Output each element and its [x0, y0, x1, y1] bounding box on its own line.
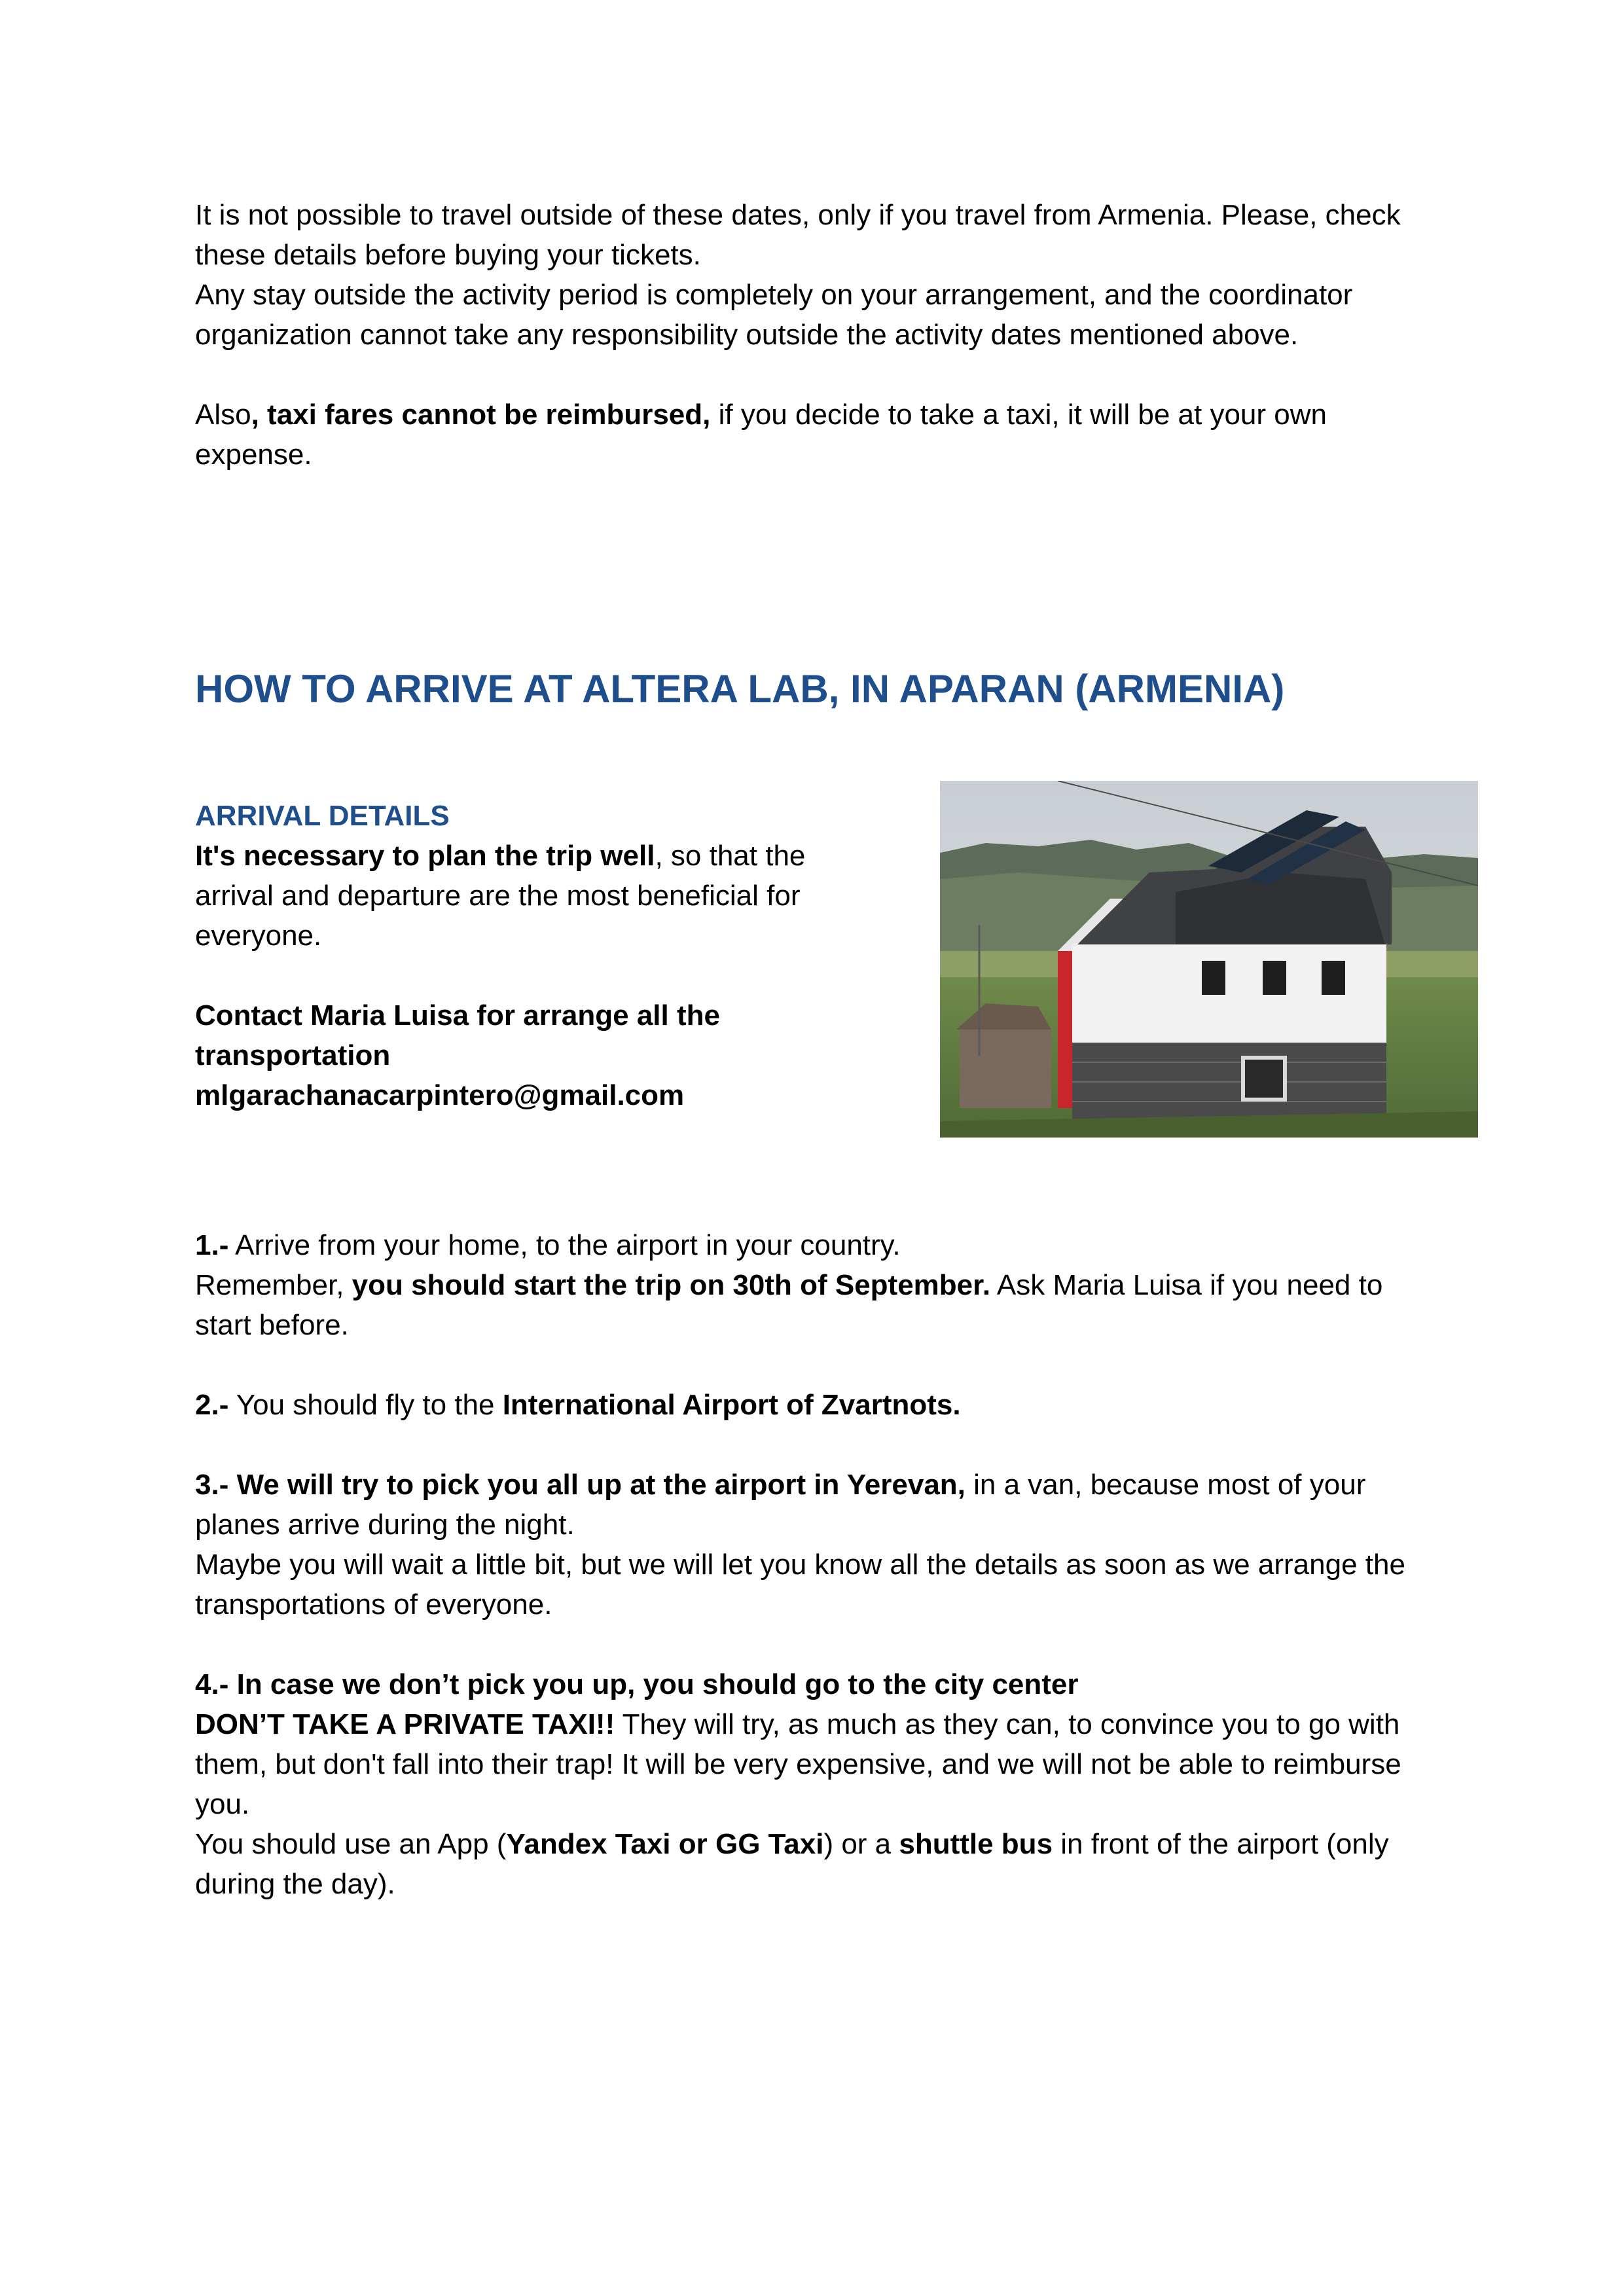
step-1-text: Arrive from your home, to the airport in your country. — [228, 1229, 901, 1261]
step-1-line-1 — [195, 1225, 1439, 1265]
private-taxi-warning: DON’T TAKE A PRIVATE TAXI!! — [195, 1708, 615, 1740]
step-4-app — [195, 1824, 1439, 1904]
step-4-text: They will try, as much as they can, to convince you to go with them, but don't fall into their trap! It will be very expensive, and we will not be able to reimburse you. — [195, 1708, 1401, 1820]
step-2-airport: International Airport of Zvartnots. — [502, 1389, 961, 1421]
page-heading: HOW TO ARRIVE AT ALTERA LAB, IN APARAN (ARMENIA) — [195, 667, 1285, 711]
step-4-bold: 4.- In case we don’t pick you up, you should go to the city center — [195, 1668, 1079, 1700]
step-3 — [195, 1465, 1439, 1545]
plan-trip-rest: , so that the arrival and departure are the most beneficial for everyone. — [195, 840, 806, 952]
shuttle-bus: shuttle bus — [899, 1828, 1053, 1860]
contact-email[interactable]: mlgarachanacarpintero@gmail.com — [195, 1079, 685, 1111]
steps-section — [195, 1225, 1439, 1904]
contact-email-paragraph — [195, 1075, 882, 1115]
intro-p3-start: Also — [195, 399, 251, 431]
intro-paragraph-2: Any stay outside the activity period is completely on your arrangement, and the coordinator organization cannot take any responsibility outside the activity dates mentioned above. — [195, 279, 1353, 351]
step-1-ask: Ask Maria Luisa if you need to start before. — [195, 1269, 1383, 1341]
taxi-reimburse-note: , taxi fares cannot be reimbursed, — [251, 399, 711, 431]
plan-trip-paragraph — [195, 836, 882, 956]
app-pre: You should use an App ( — [195, 1828, 507, 1860]
step-3-bold: 3.- We will try to pick you all up at the airport in Yerevan, — [195, 1469, 965, 1501]
step-2-text: You should fly to the — [228, 1389, 503, 1421]
step-1-date-note: you should start the trip on 30th of September. — [352, 1269, 991, 1301]
step-1-remember: Remember, — [195, 1269, 352, 1301]
app-post: in front of the airport (only during the day). — [195, 1828, 1389, 1900]
step-3-more: Maybe you will wait a little bit, but we will let you know all the details as soon as we arrange the transportations of everyone. — [195, 1549, 1405, 1621]
altera-lab-photo — [940, 781, 1478, 1138]
step-1-number: 1.- — [195, 1229, 229, 1261]
arrival-details-section — [195, 836, 882, 1115]
step-3-text: in a van, because most of your planes arrive during the night. — [195, 1469, 1366, 1541]
contact-text: Contact Maria Luisa for arrange all the transportation — [195, 999, 720, 1071]
step-1-line-2 — [195, 1265, 1439, 1345]
intro-p3-end: if you decide to take a taxi, it will be at your own expense. — [195, 399, 1327, 471]
contact-paragraph — [195, 996, 882, 1075]
intro-paragraph-1: It is not possible to travel outside of these dates, only if you travel from Armenia. Please, check these details before buying your tickets. — [195, 199, 1401, 271]
intro-section — [195, 195, 1439, 475]
step-4-heading — [195, 1664, 1439, 1704]
plan-trip-bold: It's necessary to plan the trip well — [195, 840, 655, 872]
intro-paragraph-3 — [195, 395, 1439, 475]
taxi-apps: Yandex Taxi or GG Taxi — [506, 1828, 824, 1860]
arrival-details-title: ARRIVAL DETAILS — [195, 800, 450, 832]
step-4-warning — [195, 1704, 1439, 1824]
step-2 — [195, 1385, 1439, 1425]
step-2-number: 2.- — [195, 1389, 229, 1421]
app-mid: ) or a — [823, 1828, 899, 1860]
